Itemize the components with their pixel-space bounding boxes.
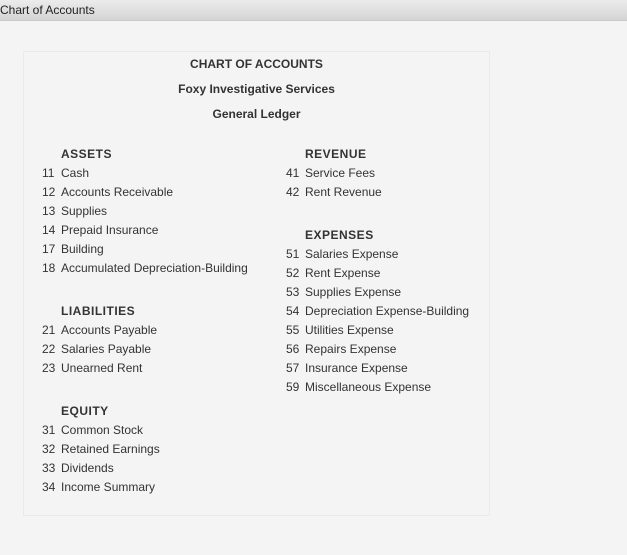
account-name: Income Summary [61, 480, 156, 494]
account-number: 17 [42, 242, 56, 256]
account-number: 59 [286, 380, 300, 394]
account-number: 55 [286, 323, 300, 337]
account-number: 41 [286, 166, 300, 180]
account-row [286, 266, 380, 280]
account-row [286, 285, 401, 299]
account-row [42, 342, 151, 356]
account-row [42, 242, 104, 256]
account-row [286, 304, 469, 318]
account-row [42, 461, 114, 475]
account-row [42, 185, 173, 199]
ledger-subtitle: General Ledger [212, 107, 301, 121]
account-name: Cash [61, 166, 90, 180]
account-name: Service Fees [305, 166, 376, 180]
account-row [42, 361, 142, 375]
account-name: Insurance Expense [305, 361, 408, 375]
account-number: 23 [42, 361, 56, 375]
account-number: 57 [286, 361, 300, 375]
account-row [42, 480, 155, 494]
account-number: 56 [286, 342, 300, 356]
account-number: 12 [42, 185, 56, 199]
account-row [286, 380, 431, 394]
account-row [286, 185, 382, 199]
window-titlebar[interactable] [0, 0, 627, 21]
account-name: Salaries Expense [305, 247, 399, 261]
account-number: 52 [286, 266, 300, 280]
account-row [42, 423, 143, 437]
account-name: Prepaid Insurance [61, 223, 159, 237]
expenses-heading: EXPENSES [305, 228, 374, 242]
account-row [42, 323, 157, 337]
account-name: Utilities Expense [305, 323, 394, 337]
account-number: 54 [286, 304, 300, 318]
account-number: 53 [286, 285, 300, 299]
account-row [286, 342, 396, 356]
account-number: 14 [42, 223, 56, 237]
account-name: Salaries Payable [61, 342, 152, 356]
account-name: Depreciation Expense-Building [305, 304, 470, 318]
account-row [42, 261, 248, 275]
account-number: 18 [42, 261, 56, 275]
account-number: 13 [42, 204, 56, 218]
revenue-heading: REVENUE [305, 147, 367, 161]
account-name: Supplies Expense [305, 285, 402, 299]
account-row [42, 204, 107, 218]
company-name: Foxy Investigative Services [178, 82, 335, 96]
account-name: Common Stock [61, 423, 144, 437]
account-number: 51 [286, 247, 300, 261]
account-row [42, 442, 160, 456]
equity-heading: EQUITY [61, 404, 109, 418]
account-name: Rent Expense [305, 266, 381, 280]
account-number: 11 [42, 166, 55, 180]
account-name: Rent Revenue [305, 185, 382, 199]
account-number: 21 [42, 323, 56, 337]
account-name: Repairs Expense [305, 342, 397, 356]
window-title: Chart of Accounts [0, 3, 95, 17]
account-name: Accounts Receivable [61, 185, 174, 199]
account-number: 31 [42, 423, 56, 437]
liabilities-heading: LIABILITIES [61, 304, 136, 318]
account-row [286, 247, 398, 261]
assets-heading: ASSETS [61, 147, 113, 161]
account-row [286, 361, 408, 375]
account-name: Retained Earnings [61, 442, 160, 456]
account-row [286, 323, 394, 337]
account-name: Miscellaneous Expense [305, 380, 432, 394]
account-name: Building [61, 242, 104, 256]
account-row [42, 166, 89, 180]
account-number: 42 [286, 185, 300, 199]
chart-of-accounts-panel [23, 51, 490, 516]
account-number: 32 [42, 442, 56, 456]
account-name: Dividends [61, 461, 114, 475]
account-number: 33 [42, 461, 56, 475]
account-row [286, 166, 375, 180]
account-number: 34 [42, 480, 56, 494]
account-name: Supplies [61, 204, 108, 218]
account-name: Accounts Payable [61, 323, 158, 337]
account-row [42, 223, 158, 237]
account-number: 22 [42, 342, 56, 356]
page-title: CHART OF ACCOUNTS [190, 57, 323, 71]
account-name: Accumulated Depreciation-Building [61, 261, 248, 275]
account-name: Unearned Rent [61, 361, 143, 375]
